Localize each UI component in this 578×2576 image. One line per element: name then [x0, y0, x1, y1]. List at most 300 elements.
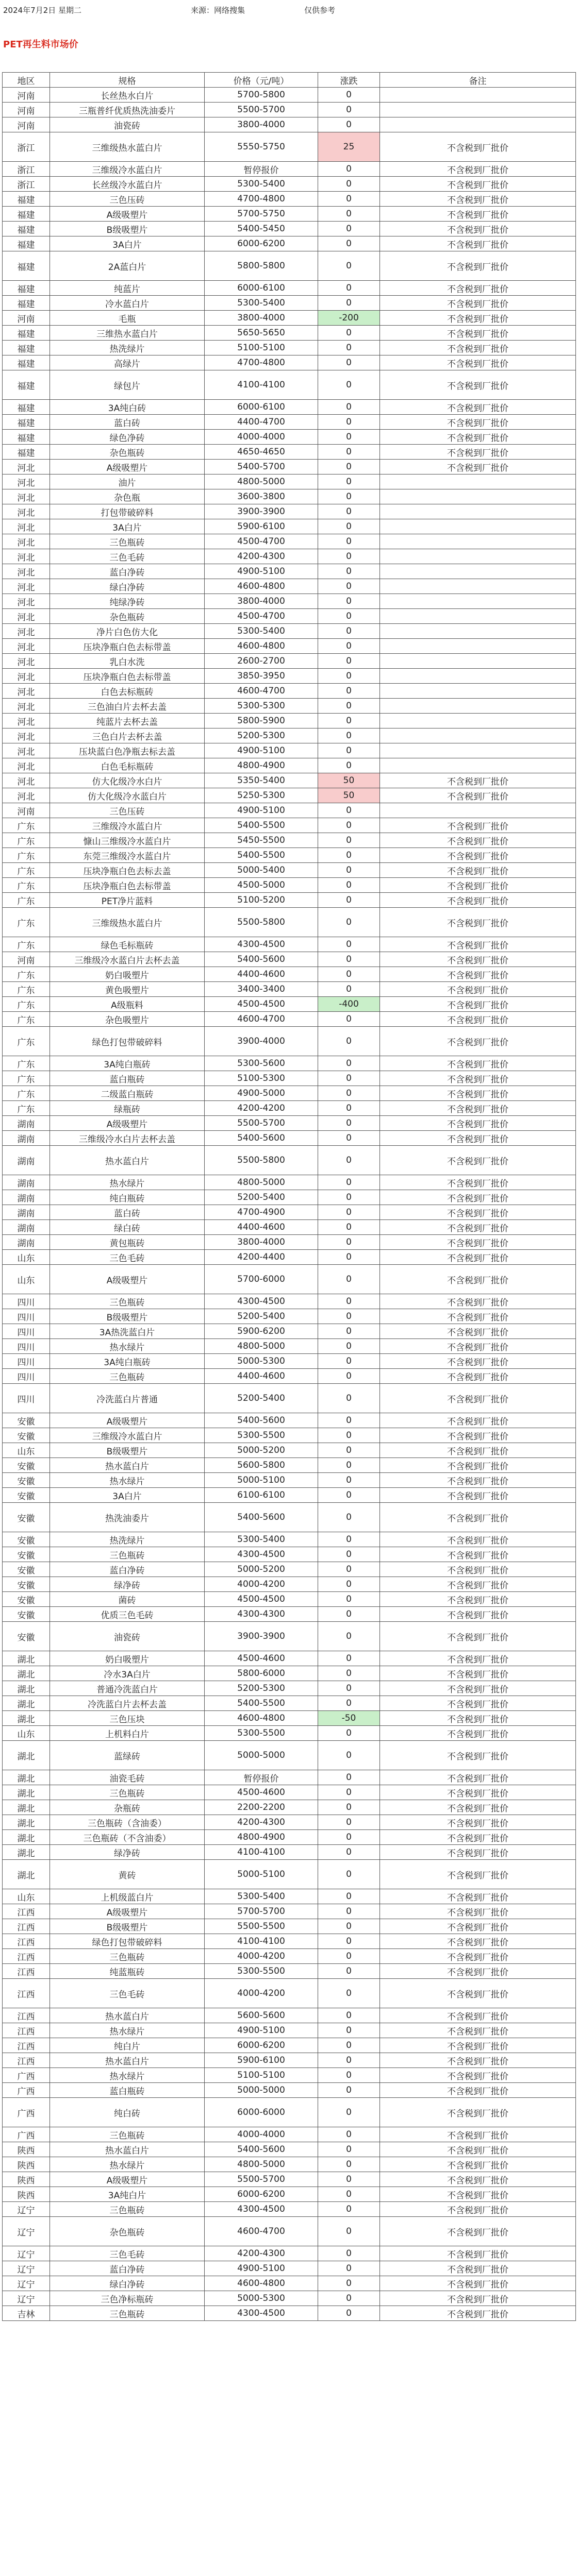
remark-cell: 不含税到厂批价	[380, 370, 576, 400]
change-cell: 0	[318, 504, 380, 519]
spec-cell: 净片白色仿大化	[50, 624, 205, 639]
region-cell: 河北	[3, 684, 50, 699]
spec-cell: 黄砖	[50, 1860, 205, 1889]
table-row	[3, 1860, 576, 1889]
spec-cell: 蓝白砖	[50, 1205, 205, 1220]
spec-cell: A级吸塑片	[50, 460, 205, 474]
table-row	[3, 1324, 576, 1339]
price-cell: 5350-5400	[205, 773, 318, 788]
price-cell: 5650-5650	[205, 326, 318, 341]
table-row	[3, 2038, 576, 2053]
price-cell: 4800-4900	[205, 1830, 318, 1845]
change-cell: 0	[318, 236, 380, 251]
remark-cell: 不含税到厂批价	[380, 400, 576, 415]
price-cell: 5200-5300	[205, 1681, 318, 1696]
spec-cell: 热水绿片	[50, 2023, 205, 2038]
change-cell: 0	[318, 2306, 380, 2321]
spec-cell: B级吸塑片	[50, 222, 205, 236]
remark-cell: 不含税到厂批价	[380, 1473, 576, 1488]
price-table-container	[2, 72, 575, 2321]
price-cell: 5300-5400	[205, 296, 318, 311]
table-row	[3, 1473, 576, 1488]
change-cell: 0	[318, 2083, 380, 2098]
remark-cell: 不含税到厂批价	[380, 1428, 576, 1443]
region-cell: 陕西	[3, 2142, 50, 2157]
region-cell: 福建	[3, 445, 50, 460]
change-cell: -50	[318, 1711, 380, 1726]
spec-cell: 冷洗蓝白片普通	[50, 1384, 205, 1413]
spec-cell: 三色瓶砖	[50, 534, 205, 549]
price-cell: 4800-5000	[205, 1175, 318, 1190]
spec-cell: 3A纯白片	[50, 2187, 205, 2202]
spec-cell: 仿大化级冷水白片	[50, 773, 205, 788]
remark-cell: 不含税到厂批价	[380, 908, 576, 937]
remark-cell: 不含税到厂批价	[380, 788, 576, 803]
region-cell: 福建	[3, 192, 50, 207]
spec-cell: 三维热水蓝白片	[50, 326, 205, 341]
price-cell: 3400-3400	[205, 982, 318, 997]
price-cell: 4100-4100	[205, 1934, 318, 1949]
region-cell: 湖北	[3, 1681, 50, 1696]
table-row	[3, 1428, 576, 1443]
price-cell: 4400-4600	[205, 1369, 318, 1384]
remark-cell: 不含税到厂批价	[380, 1681, 576, 1696]
table-row	[3, 1443, 576, 1458]
table-row	[3, 2291, 576, 2306]
table-row	[3, 2008, 576, 2023]
table-row	[3, 355, 576, 370]
price-cell: 5100-5300	[205, 1071, 318, 1086]
change-cell: 0	[318, 833, 380, 848]
spec-cell: 压块蓝白色净瓶去标去盖	[50, 743, 205, 758]
region-cell: 安徽	[3, 1607, 50, 1622]
price-cell: 5300-5400	[205, 624, 318, 639]
change-cell: 0	[318, 2023, 380, 2038]
spec-cell: 三色净标瓶砖	[50, 2291, 205, 2306]
price-cell: 4500-5000	[205, 878, 318, 893]
table-row	[3, 2246, 576, 2261]
region-cell: 河北	[3, 773, 50, 788]
region-cell: 湖北	[3, 1741, 50, 1770]
change-cell: 0	[318, 818, 380, 833]
change-cell: 0	[318, 908, 380, 937]
region-cell: 广东	[3, 997, 50, 1012]
table-row	[3, 1250, 576, 1265]
region-cell: 福建	[3, 222, 50, 236]
region-cell: 江西	[3, 2038, 50, 2053]
table-row	[3, 982, 576, 997]
spec-cell: 热水蓝白片	[50, 1146, 205, 1175]
change-cell: 0	[318, 192, 380, 207]
remark-cell: 不含税到厂批价	[380, 1592, 576, 1607]
price-cell: 2200-2200	[205, 1800, 318, 1815]
remark-cell	[380, 669, 576, 684]
change-cell: 0	[318, 743, 380, 758]
change-cell: 0	[318, 296, 380, 311]
remark-cell: 不含税到厂批价	[380, 1027, 576, 1056]
spec-cell: 蓝白净砖	[50, 2261, 205, 2276]
price-cell: 4200-4200	[205, 1101, 318, 1116]
price-cell: 5400-5600	[205, 2142, 318, 2157]
region-cell: 广东	[3, 982, 50, 997]
price-cell: 5800-5800	[205, 251, 318, 281]
change-cell: 0	[318, 1949, 380, 1964]
price-cell: 5600-5800	[205, 1458, 318, 1473]
spec-cell: 白色去标瓶砖	[50, 684, 205, 699]
remark-cell: 不含税到厂批价	[380, 937, 576, 952]
remark-cell: 不含税到厂批价	[380, 1250, 576, 1265]
remark-cell: 不含税到厂批价	[380, 1889, 576, 1904]
spec-cell: 三色瓶砖	[50, 2127, 205, 2142]
report-date: 2024年7月2日 星期二	[3, 6, 82, 15]
change-cell: 0	[318, 1384, 380, 1413]
price-cell: 5000-5100	[205, 1473, 318, 1488]
remark-cell: 不含税到厂批价	[380, 1622, 576, 1651]
change-cell: 0	[318, 415, 380, 430]
price-cell: 4600-4700	[205, 1012, 318, 1027]
change-cell: 0	[318, 88, 380, 103]
remark-cell: 不含税到厂批价	[380, 430, 576, 445]
region-cell: 河北	[3, 624, 50, 639]
region-cell: 河北	[3, 728, 50, 743]
table-row	[3, 1592, 576, 1607]
price-cell: 4300-4500	[205, 937, 318, 952]
region-cell: 安徽	[3, 1562, 50, 1577]
price-cell: 4200-4300	[205, 549, 318, 564]
spec-cell: 热水绿片	[50, 2068, 205, 2083]
region-cell: 湖南	[3, 1146, 50, 1175]
change-cell: 0	[318, 1860, 380, 1889]
price-cell: 5100-5100	[205, 341, 318, 355]
price-cell: 5500-5800	[205, 908, 318, 937]
region-cell: 江西	[3, 2053, 50, 2068]
price-cell: 4300-4500	[205, 2306, 318, 2321]
price-cell: 4500-4500	[205, 1592, 318, 1607]
table-row	[3, 1294, 576, 1309]
price-cell: 5500-5800	[205, 1146, 318, 1175]
region-cell: 江西	[3, 1979, 50, 2008]
remark-cell: 不含税到厂批价	[380, 2291, 576, 2306]
table-row	[3, 1711, 576, 1726]
spec-cell: 三色瓶砖	[50, 1369, 205, 1384]
remark-cell: 不含税到厂批价	[380, 1354, 576, 1369]
remark-cell: 不含税到厂批价	[380, 1845, 576, 1860]
remark-cell: 不含税到厂批价	[380, 132, 576, 162]
price-cell: 6000-6000	[205, 2098, 318, 2127]
remark-cell: 不含税到厂批价	[380, 1503, 576, 1532]
remark-cell: 不含税到厂批价	[380, 2187, 576, 2202]
table-row	[3, 2172, 576, 2187]
price-cell: 3850-3950	[205, 669, 318, 684]
price-cell: 5400-5450	[205, 222, 318, 236]
remark-cell: 不含税到厂批价	[380, 773, 576, 788]
spec-cell: B级吸塑片	[50, 1309, 205, 1324]
table-row	[3, 1577, 576, 1592]
remark-cell: 不含税到厂批价	[380, 1979, 576, 2008]
change-cell: 0	[318, 893, 380, 908]
remark-cell: 不含税到厂批价	[380, 1934, 576, 1949]
region-cell: 河北	[3, 534, 50, 549]
remark-cell: 不含税到厂批价	[380, 1369, 576, 1384]
remark-cell: 不含税到厂批价	[380, 1101, 576, 1116]
spec-cell: 三色瓶砖（含油委）	[50, 1815, 205, 1830]
remark-cell	[380, 654, 576, 669]
spec-cell: 蓝白砖	[50, 415, 205, 430]
spec-cell: 绿色毛标瓶砖	[50, 937, 205, 952]
spec-cell: 三色压砖	[50, 192, 205, 207]
spec-cell: 杂色瓶	[50, 489, 205, 504]
region-cell: 福建	[3, 415, 50, 430]
table-row	[3, 728, 576, 743]
price-cell: 4600-4800	[205, 2276, 318, 2291]
table-row	[3, 1131, 576, 1146]
change-cell: 0	[318, 1696, 380, 1711]
remark-cell: 不含税到厂批价	[380, 1235, 576, 1250]
price-cell: 3800-4000	[205, 117, 318, 132]
table-row	[3, 1175, 576, 1190]
spec-cell: 普通冷洗蓝白片	[50, 1681, 205, 1696]
remark-cell: 不含税到厂批价	[380, 1830, 576, 1845]
remark-cell	[380, 714, 576, 728]
region-cell: 河北	[3, 474, 50, 489]
change-cell: 0	[318, 1785, 380, 1800]
region-cell: 广东	[3, 863, 50, 878]
price-cell: 6100-6100	[205, 1488, 318, 1503]
remark-cell: 不含税到厂批价	[380, 251, 576, 281]
change-cell: 0	[318, 1250, 380, 1265]
table-row	[3, 103, 576, 117]
change-cell: 0	[318, 1205, 380, 1220]
table-row	[3, 997, 576, 1012]
table-row	[3, 952, 576, 967]
spec-cell: A级吸塑片	[50, 1116, 205, 1131]
table-row	[3, 1056, 576, 1071]
region-cell: 河北	[3, 594, 50, 609]
table-row	[3, 2023, 576, 2038]
table-row	[3, 1086, 576, 1101]
price-cell: 4900-5000	[205, 1086, 318, 1101]
spec-cell: 压块净瓶白色去标带盖	[50, 878, 205, 893]
price-cell: 4400-4600	[205, 1220, 318, 1235]
price-cell: 3600-3800	[205, 489, 318, 504]
table-row	[3, 1205, 576, 1220]
table-row	[3, 1146, 576, 1175]
table-row	[3, 2202, 576, 2217]
price-cell: 5400-5500	[205, 1696, 318, 1711]
remark-cell: 不含税到厂批价	[380, 2098, 576, 2127]
spec-cell: 绿净砖	[50, 1577, 205, 1592]
change-cell: 0	[318, 1622, 380, 1651]
remark-cell: 不含税到厂批价	[380, 1666, 576, 1681]
region-cell: 四川	[3, 1309, 50, 1324]
spec-cell: 黄包瓶砖	[50, 1235, 205, 1250]
table-row	[3, 1741, 576, 1770]
remark-cell: 不含税到厂批价	[380, 2038, 576, 2053]
spec-cell: 绿色净砖	[50, 430, 205, 445]
change-cell: 0	[318, 2142, 380, 2157]
table-row	[3, 504, 576, 519]
price-cell: 暂停报价	[205, 162, 318, 177]
region-cell: 山东	[3, 1889, 50, 1904]
region-cell: 湖北	[3, 1800, 50, 1815]
remark-cell: 不含税到厂批价	[380, 893, 576, 908]
region-cell: 广东	[3, 833, 50, 848]
spec-cell: 三色瓶砖	[50, 2306, 205, 2321]
price-cell: 4300-4300	[205, 1607, 318, 1622]
remark-cell: 不含税到厂批价	[380, 207, 576, 222]
table-row	[3, 967, 576, 982]
table-row	[3, 1934, 576, 1949]
price-cell: 5000-5300	[205, 1354, 318, 1369]
remark-cell: 不含税到厂批价	[380, 222, 576, 236]
remark-cell: 不含税到厂批价	[380, 1800, 576, 1815]
region-cell: 广西	[3, 2068, 50, 2083]
remark-cell: 不含税到厂批价	[380, 2172, 576, 2187]
change-cell: 0	[318, 549, 380, 564]
change-cell: 50	[318, 788, 380, 803]
change-cell: 0	[318, 489, 380, 504]
spec-cell: 蓝白瓶砖	[50, 1071, 205, 1086]
region-cell: 浙江	[3, 177, 50, 192]
region-cell: 湖北	[3, 1815, 50, 1830]
remark-cell: 不含税到厂批价	[380, 833, 576, 848]
price-cell: 5500-5700	[205, 103, 318, 117]
price-cell: 5900-6100	[205, 519, 318, 534]
table-row	[3, 88, 576, 103]
change-cell: 0	[318, 758, 380, 773]
spec-cell: 热洗绿片	[50, 341, 205, 355]
region-cell: 江西	[3, 1949, 50, 1964]
remark-cell: 不含税到厂批价	[380, 1012, 576, 1027]
change-cell: 0	[318, 474, 380, 489]
change-cell: 0	[318, 177, 380, 192]
price-cell: 4100-4100	[205, 370, 318, 400]
spec-cell: 乳白水洗	[50, 654, 205, 669]
region-cell: 四川	[3, 1294, 50, 1309]
spec-cell: 奶白吸塑片	[50, 1651, 205, 1666]
price-cell: 3900-4000	[205, 1027, 318, 1056]
price-cell: 4500-4500	[205, 997, 318, 1012]
table-row	[3, 1964, 576, 1979]
region-cell: 江西	[3, 1934, 50, 1949]
table-row	[3, 848, 576, 863]
region-cell: 河北	[3, 519, 50, 534]
table-row	[3, 1354, 576, 1369]
table-row	[3, 758, 576, 773]
table-row	[3, 1979, 576, 2008]
price-cell: 5300-5400	[205, 1532, 318, 1547]
table-row	[3, 908, 576, 937]
remark-cell	[380, 549, 576, 564]
region-cell: 陕西	[3, 2172, 50, 2187]
remark-cell: 不含税到厂批价	[380, 1577, 576, 1592]
spec-cell: 长丝级冷水蓝白片	[50, 177, 205, 192]
spec-cell: 蓝绿砖	[50, 1741, 205, 1770]
region-cell: 福建	[3, 281, 50, 296]
remark-cell: 不含税到厂批价	[380, 2008, 576, 2023]
price-cell: 5600-5600	[205, 2008, 318, 2023]
price-cell: 5900-6200	[205, 1324, 318, 1339]
spec-cell: A级吸塑片	[50, 1904, 205, 1919]
remark-cell	[380, 88, 576, 103]
region-cell: 福建	[3, 370, 50, 400]
change-cell: 0	[318, 1413, 380, 1428]
remark-cell: 不含税到厂批价	[380, 2142, 576, 2157]
remark-cell: 不含税到厂批价	[380, 1384, 576, 1413]
spec-cell: 三色压砖	[50, 803, 205, 818]
change-cell: 0	[318, 1086, 380, 1101]
change-cell: 0	[318, 1235, 380, 1250]
region-cell: 福建	[3, 341, 50, 355]
remark-cell	[380, 519, 576, 534]
spec-cell: 三维级冷水蓝白片	[50, 1428, 205, 1443]
change-cell: 0	[318, 519, 380, 534]
spec-cell: 热水绿片	[50, 1175, 205, 1190]
table-row	[3, 833, 576, 848]
table-row	[3, 1413, 576, 1428]
price-cell: 5000-5000	[205, 1741, 318, 1770]
price-cell: 4100-4100	[205, 1845, 318, 1860]
source-label: 来源：网络搜集	[191, 6, 245, 15]
remark-cell: 不含税到厂批价	[380, 1651, 576, 1666]
table-row	[3, 1562, 576, 1577]
price-cell: 4900-5100	[205, 564, 318, 579]
region-cell: 四川	[3, 1369, 50, 1384]
price-cell: 2600-2700	[205, 654, 318, 669]
spec-cell: 3A纯白瓶砖	[50, 1354, 205, 1369]
table-row	[3, 639, 576, 654]
change-cell: 0	[318, 445, 380, 460]
table-row	[3, 1265, 576, 1294]
change-cell: 0	[318, 1577, 380, 1592]
region-cell: 湖南	[3, 1220, 50, 1235]
price-cell: 4200-4300	[205, 2246, 318, 2261]
price-cell: 4600-4800	[205, 579, 318, 594]
spec-cell: 绿白净砖	[50, 2276, 205, 2291]
region-cell: 福建	[3, 296, 50, 311]
remark-cell: 不含税到厂批价	[380, 848, 576, 863]
price-cell: 4500-4600	[205, 1785, 318, 1800]
change-cell: -200	[318, 311, 380, 326]
table-row	[3, 192, 576, 207]
region-cell: 广东	[3, 848, 50, 863]
change-cell: 0	[318, 564, 380, 579]
change-cell: 0	[318, 117, 380, 132]
price-cell: 5200-5300	[205, 728, 318, 743]
spec-cell: 热水蓝白片	[50, 2008, 205, 2023]
spec-cell: 热水绿片	[50, 2157, 205, 2172]
table-row	[3, 207, 576, 222]
region-cell: 广东	[3, 1086, 50, 1101]
change-cell: 0	[318, 2068, 380, 2083]
table-row	[3, 818, 576, 833]
change-cell: 0	[318, 2202, 380, 2217]
remark-cell: 不含税到厂批价	[380, 1131, 576, 1146]
spec-cell: 三维级热水蓝白片	[50, 132, 205, 162]
spec-cell: 三维级冷水白片去杯去盖	[50, 1131, 205, 1146]
change-cell: 0	[318, 2276, 380, 2291]
region-cell: 四川	[3, 1339, 50, 1354]
change-cell: 0	[318, 1354, 380, 1369]
spec-cell: 上机料白片	[50, 1726, 205, 1741]
region-cell: 广西	[3, 2098, 50, 2127]
region-cell: 湖南	[3, 1175, 50, 1190]
region-cell: 江西	[3, 2008, 50, 2023]
region-cell: 湖北	[3, 1770, 50, 1785]
price-cell: 4200-4400	[205, 1250, 318, 1265]
change-cell: 0	[318, 1146, 380, 1175]
change-cell: 0	[318, 1979, 380, 2008]
